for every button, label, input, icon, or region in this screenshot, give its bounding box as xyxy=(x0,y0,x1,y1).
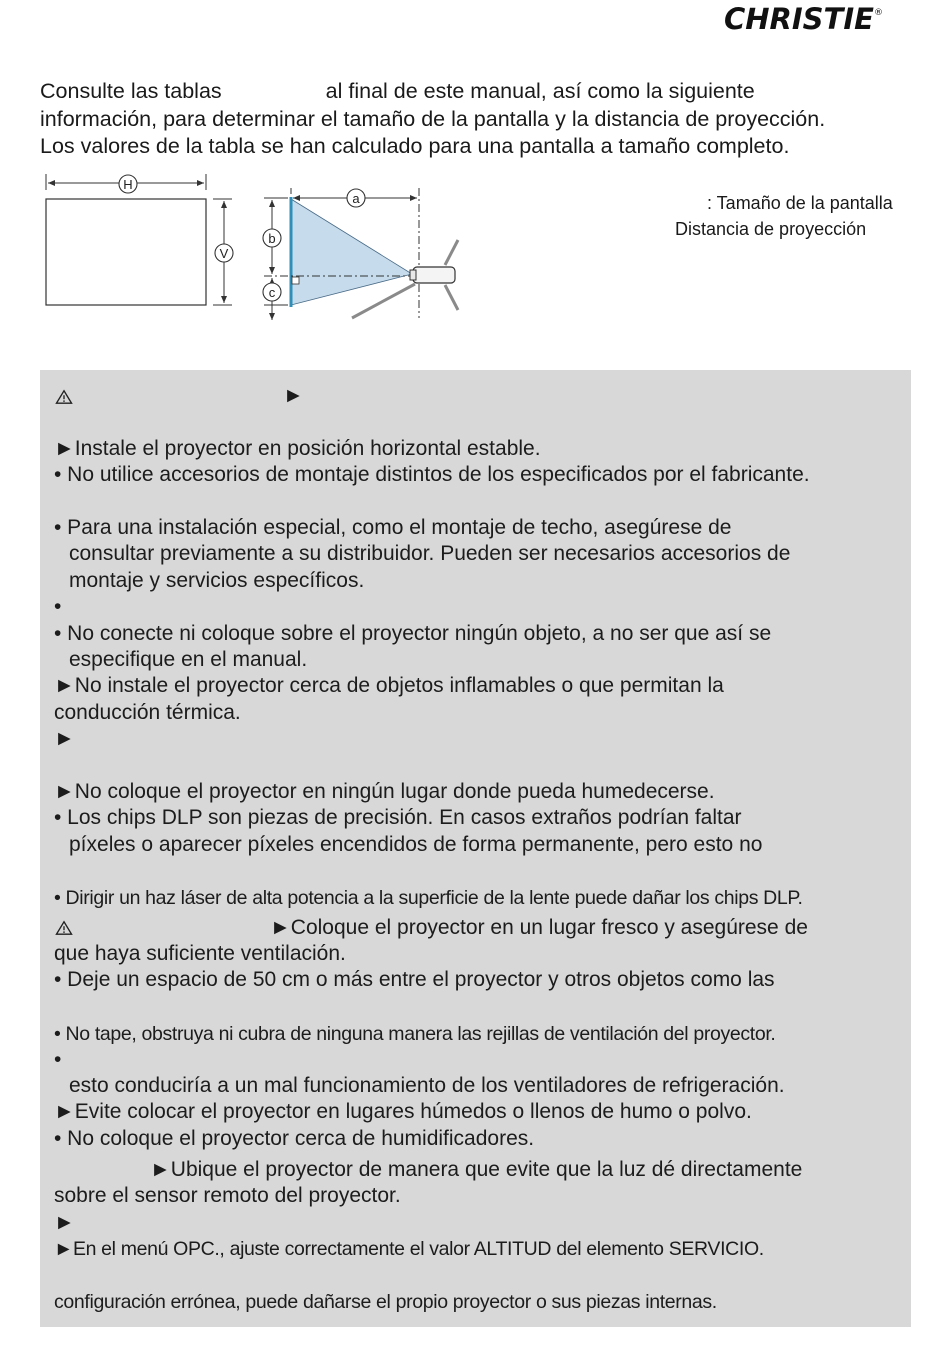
warning-line: • Deje un espacio de 50 cm o más entre el proyector y otros objetos como las xyxy=(54,968,775,991)
warning-line: • No utilice accesorios de montaje distintos de los especificados por el fabricante. xyxy=(54,463,810,486)
label-b: b xyxy=(268,231,276,246)
christie-logo xyxy=(724,2,914,38)
warning-line: ►Evite colocar el proyector en lugares húmedos o llenos de humo o polvo. xyxy=(54,1100,752,1123)
warning-line: píxeles o aparecer píxeles encendidos de forma permanente, pero esto no xyxy=(69,833,763,856)
legend-screen-size: : Tamaño de la pantalla xyxy=(707,193,893,213)
projection-diagram xyxy=(40,170,480,330)
warning-line: ► xyxy=(283,384,304,407)
warning-line: ► xyxy=(54,1211,75,1234)
intro-line-1 xyxy=(40,78,930,106)
warning-line: ►Instale el proyector en posición horizontal estable. xyxy=(54,437,541,460)
warning-line: • Para una instalación especial, como el montaje de techo, asegúrese de xyxy=(54,516,732,539)
logo-text: CHRISTIE xyxy=(724,2,874,36)
intro-line-3: Los valores de la tabla se han calculado para una pantalla a tamaño completo. xyxy=(40,134,790,158)
warning-line: montaje y servicios específicos. xyxy=(69,569,365,592)
warning-line: • No tape, obstruya ni cubra de ninguna manera las rejillas de ventilación del proyector. xyxy=(54,1023,776,1045)
registered-mark: ® xyxy=(873,8,883,18)
warning-line: sobre el sensor remoto del proyector. xyxy=(54,1184,401,1207)
warning-line: especifique en el manual. xyxy=(69,648,308,671)
warning-line: conducción térmica. xyxy=(54,701,241,724)
warning-line: • xyxy=(54,595,62,618)
legend-projection-distance: Distancia de proyección xyxy=(675,219,867,239)
warning-line: • Los chips DLP son piezas de precisión. En casos extraños podrían faltar xyxy=(54,806,742,829)
warning-triangle-icon xyxy=(54,920,74,936)
intro-line-2: información, para determinar el tamaño de la pantalla y la distancia de proyección. xyxy=(40,106,826,131)
warning-line: • No conecte ni coloque sobre el proyector ningún objeto, a no ser que así se xyxy=(54,622,772,645)
label-h: H xyxy=(123,177,133,192)
warning-line: ►Ubique el proyector de manera que evite que la luz dé directamente xyxy=(150,1158,803,1181)
warning-line: ►No instale el proyector cerca de objetos inflamables o que permitan la xyxy=(54,674,724,697)
warning-line: ►En el menú OPC., ajuste correctamente el valor ALTITUD del elemento SERVICIO. xyxy=(54,1238,764,1260)
warning-line: que haya suficiente ventilación. xyxy=(54,942,346,965)
warning-line: • Dirigir un haz láser de alta potencia a la superficie de la lente puede dañar los chips DLP. xyxy=(54,887,803,909)
warning-line: • xyxy=(54,1048,62,1071)
intro-line-1-start: Consulte las tablas xyxy=(40,79,222,103)
warning-line: ► xyxy=(54,727,75,750)
warning-line: • No coloque el proyector cerca de humidificadores. xyxy=(54,1127,535,1150)
intro-line-1-end: al final de este manual, así como la siguiente xyxy=(325,79,755,103)
warning-line: ►No coloque el proyector en ningún lugar donde pueda humedecerse. xyxy=(54,780,715,803)
warning-line: consultar previamente a su distribuidor. Pueden ser necesarios accesorios de xyxy=(69,542,791,565)
screen-rectangle xyxy=(46,199,206,305)
light-cone xyxy=(291,199,412,305)
diagram-legend xyxy=(660,190,893,242)
warning-line: configuración errónea, puede dañarse el propio proyector o sus piezas internas. xyxy=(54,1291,717,1313)
warning-line: esto conduciría a un mal funcionamiento de los ventiladores de refrigeración. xyxy=(69,1074,785,1097)
warning-line: ►Coloque el proyector en un lugar fresco y asegúrese de xyxy=(270,916,808,939)
intro-paragraph xyxy=(40,78,930,161)
label-v: V xyxy=(219,246,229,261)
warning-box xyxy=(40,370,911,1327)
warning-triangle-icon xyxy=(54,389,74,405)
label-a: a xyxy=(352,191,360,206)
label-c: c xyxy=(268,285,276,300)
projector-body xyxy=(413,267,455,283)
